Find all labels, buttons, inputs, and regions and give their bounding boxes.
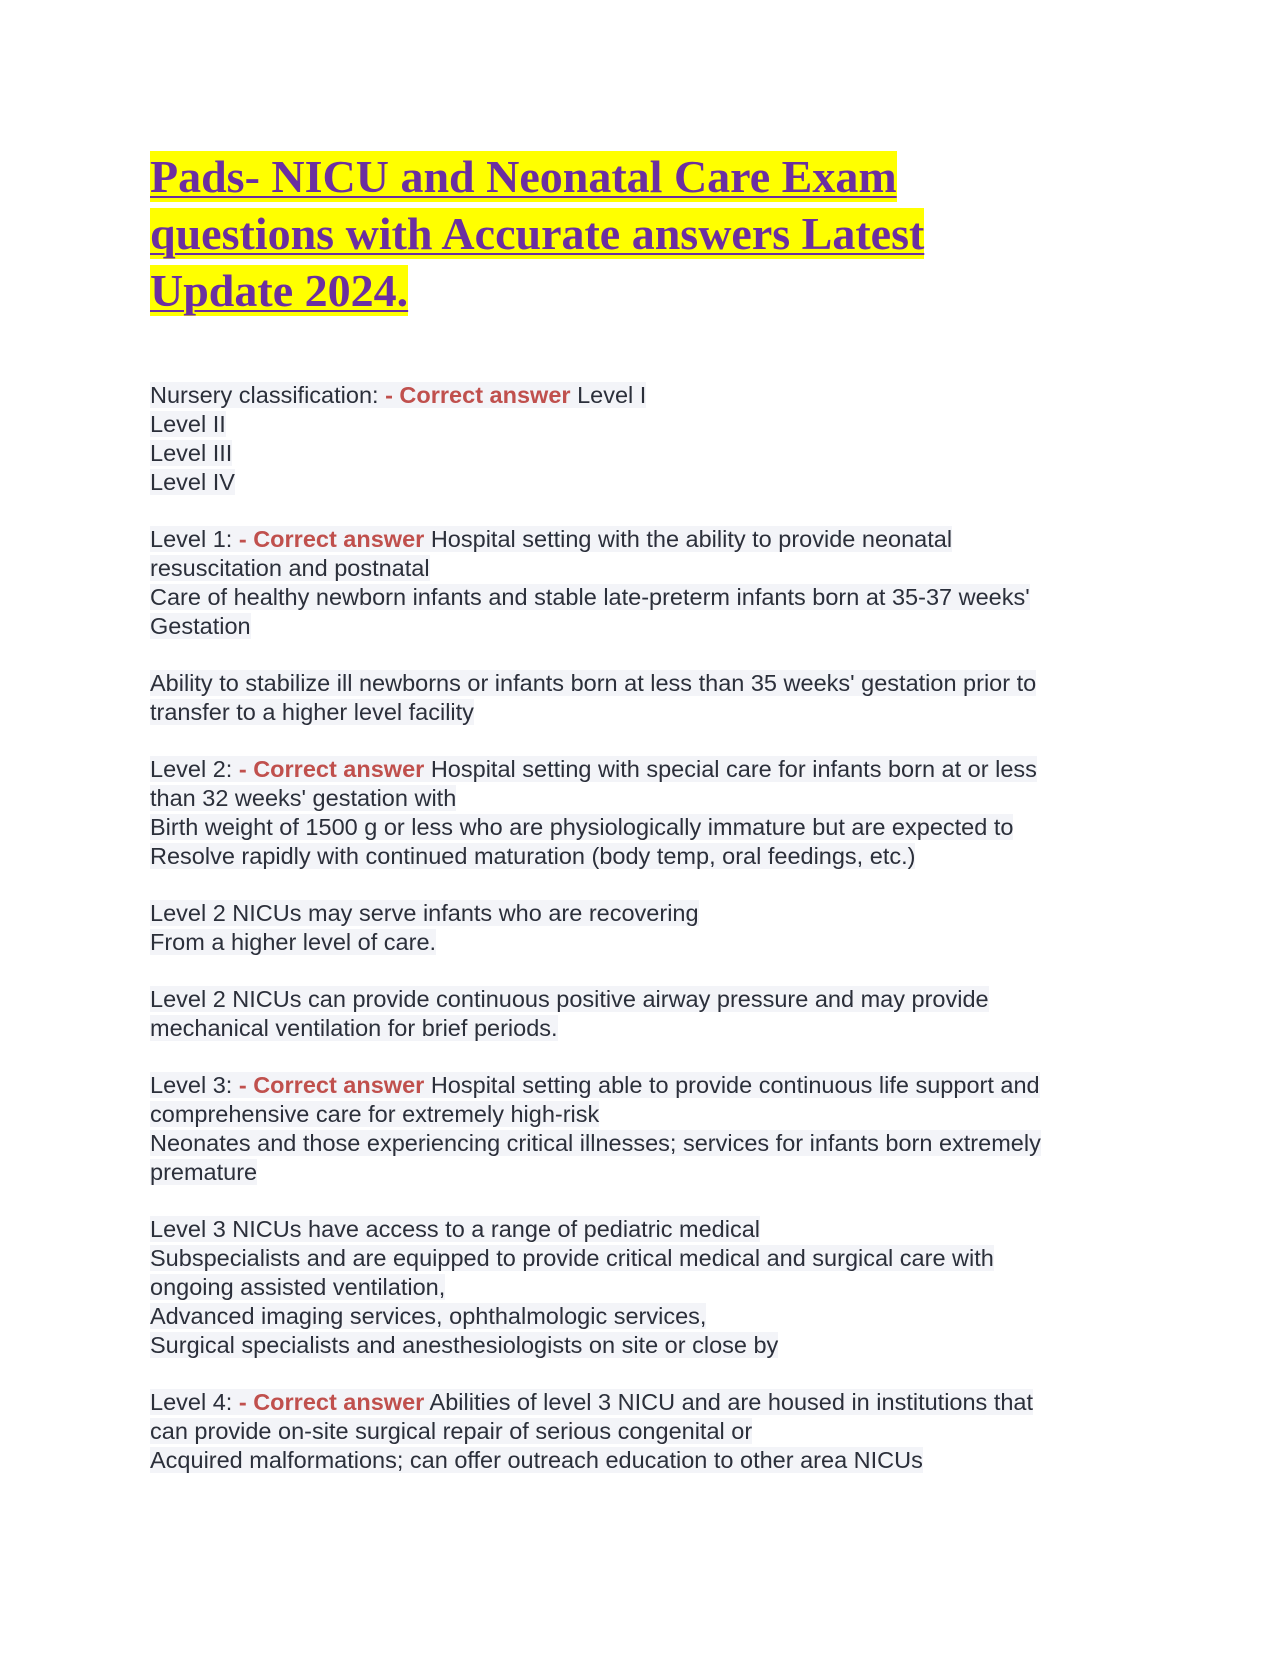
qa-block-level-4 bbox=[150, 1388, 1110, 1475]
question-text: Level 2: bbox=[150, 756, 233, 782]
answer-text: Hospital setting with special care for infants born at or less bbox=[430, 756, 1037, 782]
answer-text: Abilities of level 3 NICU and are housed in institutions that bbox=[429, 1389, 1034, 1415]
correct-answer-marker: - Correct answer bbox=[385, 382, 571, 408]
document-page bbox=[150, 148, 1110, 1503]
paragraph-line: Level 3 NICUs have access to a range of pediatric medical bbox=[150, 1216, 761, 1242]
answer-text: Level I bbox=[577, 382, 647, 408]
answer-text: Hospital setting able to provide continuous life support and bbox=[430, 1072, 1040, 1098]
answer-line: premature bbox=[150, 1159, 258, 1185]
question-text: Level 3: bbox=[150, 1072, 233, 1098]
answer-line: comprehensive care for extremely high-risk bbox=[150, 1101, 600, 1127]
paragraph-block bbox=[150, 899, 1110, 957]
answer-line: Care of healthy newborn infants and stable late-preterm infants born at 35-37 weeks' bbox=[150, 584, 1030, 610]
answer-line: Acquired malformations; can offer outreach education to other area NICUs bbox=[150, 1447, 923, 1473]
qa-block-level-3 bbox=[150, 1071, 1110, 1187]
title-line: Pads- NICU and Neonatal Care Exam bbox=[150, 151, 897, 202]
qa-block-nursery-classification bbox=[150, 381, 1110, 497]
paragraph-line: Level 2 NICUs can provide continuous positive airway pressure and may provide bbox=[150, 986, 989, 1012]
answer-line: than 32 weeks' gestation with bbox=[150, 785, 457, 811]
paragraph-line: Ability to stabilize ill newborns or infants born at less than 35 weeks' gestation prior to bbox=[150, 670, 1037, 696]
paragraph-line: Level 2 NICUs may serve infants who are recovering bbox=[150, 900, 699, 926]
answer-line: Birth weight of 1500 g or less who are physiologically immature but are expected to bbox=[150, 814, 1014, 840]
question-text: Nursery classification: bbox=[150, 382, 379, 408]
answer-line: Level II bbox=[150, 411, 226, 437]
question-text: Level 1: bbox=[150, 526, 233, 552]
answer-line: Level III bbox=[150, 440, 233, 466]
document-title bbox=[150, 148, 1030, 319]
paragraph-line: transfer to a higher level facility bbox=[150, 699, 474, 725]
paragraph-line: ongoing assisted ventilation, bbox=[150, 1274, 446, 1300]
qa-block-level-1 bbox=[150, 525, 1110, 641]
paragraph-line: mechanical ventilation for brief periods. bbox=[150, 1015, 558, 1041]
answer-line: resuscitation and postnatal bbox=[150, 555, 430, 581]
paragraph-line: From a higher level of care. bbox=[150, 929, 437, 955]
paragraph-block bbox=[150, 669, 1110, 727]
paragraph-line: Surgical specialists and anesthesiologists on site or close by bbox=[150, 1332, 779, 1358]
document-body bbox=[150, 381, 1110, 1475]
paragraph-block bbox=[150, 985, 1110, 1043]
title-line: questions with Accurate answers Latest bbox=[150, 208, 925, 259]
question-text: Level 4: bbox=[150, 1389, 233, 1415]
answer-line: Resolve rapidly with continued maturation (body temp, oral feedings, etc.) bbox=[150, 843, 916, 869]
correct-answer-marker: - Correct answer bbox=[238, 756, 425, 782]
answer-line: Level IV bbox=[150, 469, 235, 495]
paragraph-line: Subspecialists and are equipped to provide critical medical and surgical care with bbox=[150, 1245, 994, 1271]
answer-line: Neonates and those experiencing critical illnesses; services for infants born extremely bbox=[150, 1130, 1041, 1156]
title-line: Update 2024. bbox=[150, 265, 409, 316]
answer-line: can provide on-site surgical repair of serious congenital or bbox=[150, 1418, 753, 1444]
answer-line: Gestation bbox=[150, 613, 251, 639]
correct-answer-marker: - Correct answer bbox=[238, 1072, 425, 1098]
correct-answer-marker: - Correct answer bbox=[238, 526, 425, 552]
qa-block-level-2 bbox=[150, 755, 1110, 871]
paragraph-block bbox=[150, 1215, 1110, 1360]
correct-answer-marker: - Correct answer bbox=[238, 1389, 425, 1415]
answer-text: Hospital setting with the ability to provide neonatal bbox=[430, 526, 953, 552]
paragraph-line: Advanced imaging services, ophthalmologic services, bbox=[150, 1303, 707, 1329]
